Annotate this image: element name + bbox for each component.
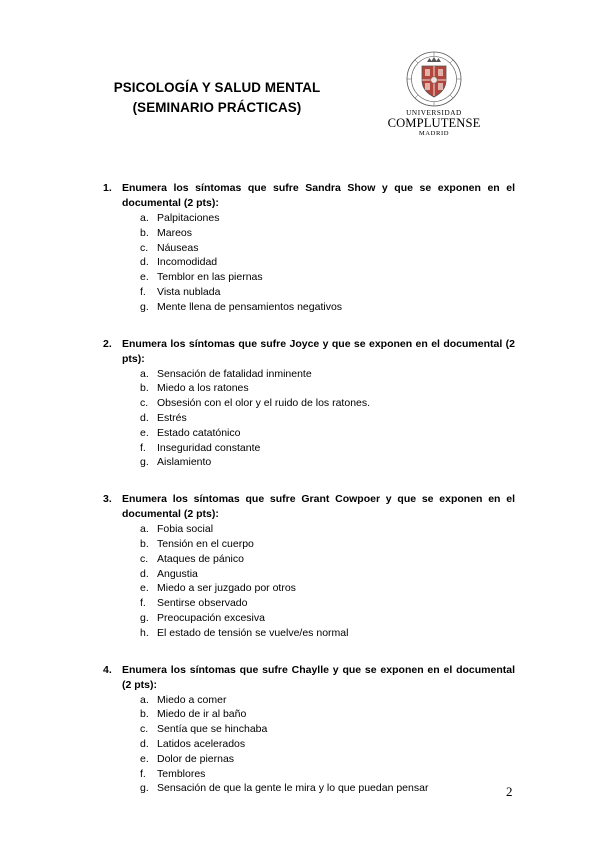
item-text: Miedo a ser juzgado por otros: [157, 582, 296, 595]
item-text: Incomodidad: [157, 256, 218, 269]
item-letter: g.: [140, 456, 149, 469]
question-text: Enumera los síntomas que sufre Grant Cowpoer y que se exponen en el documental (2 pts):: [122, 493, 515, 521]
item-letter: b.: [140, 382, 149, 395]
list-item: [0, 441, 600, 456]
question-number: 1.: [103, 182, 112, 194]
item-letter: h.: [140, 626, 149, 639]
title-line-2: (SEMINARIO PRÁCTICAS): [132, 100, 302, 115]
list-item: [0, 367, 600, 382]
item-text: Náuseas: [157, 241, 199, 254]
item-text: Miedo a los ratones: [157, 382, 249, 395]
item-text: Obsesión con el olor y el ruido de los ratones.: [157, 397, 371, 410]
item-letter: e.: [140, 582, 149, 595]
item-text: Mareos: [157, 226, 193, 239]
item-letter: f.: [140, 767, 146, 780]
list-item: [0, 396, 600, 411]
list-item: [0, 552, 600, 567]
logo-text-bottom: MADRID: [418, 130, 450, 137]
answer-list: [0, 693, 600, 797]
list-item: [0, 411, 600, 426]
answer-list: [0, 522, 600, 640]
list-item: [0, 211, 600, 226]
list-item: [0, 722, 600, 737]
item-letter: d.: [140, 256, 149, 269]
item-text: Latidos acelerados: [157, 737, 246, 750]
list-item: [0, 626, 600, 641]
item-letter: e.: [140, 271, 149, 284]
item-letter: d.: [140, 567, 149, 580]
item-letter: a.: [140, 212, 149, 224]
item-letter: e.: [140, 752, 149, 765]
list-item: [0, 737, 600, 752]
item-text: Sentirse observado: [157, 597, 248, 610]
item-text: Dolor de piernas: [157, 752, 235, 765]
logo-text-top: UNIVERSIDAD: [406, 109, 462, 117]
answer-list: [0, 367, 600, 471]
item-letter: f.: [140, 597, 146, 610]
list-item: [0, 707, 600, 722]
item-letter: a.: [140, 367, 149, 380]
item-text: Sensación de fatalidad inminente: [157, 367, 312, 380]
item-letter: c.: [140, 723, 149, 736]
item-letter: e.: [140, 426, 149, 439]
item-text: Miedo a comer: [157, 693, 227, 706]
question-number: 4.: [103, 663, 112, 676]
item-letter: g.: [140, 611, 149, 624]
list-item: [0, 300, 600, 315]
item-text: Tensión en el cuerpo: [157, 537, 254, 550]
question-number: 2.: [103, 337, 112, 350]
item-letter: d.: [140, 737, 149, 750]
document-title: [112, 78, 322, 118]
item-text: Sentía que se hinchaba: [157, 723, 268, 736]
item-letter: c.: [140, 397, 149, 410]
item-letter: d.: [140, 411, 149, 424]
list-item: [0, 381, 600, 396]
list-item: [0, 693, 600, 708]
university-crest-icon: [406, 50, 462, 108]
list-item: [0, 611, 600, 626]
list-item: [0, 226, 600, 241]
list-item: [0, 241, 600, 256]
item-text: Fobia social: [157, 523, 214, 536]
item-text: El estado de tensión se vuelve/es normal: [157, 626, 349, 639]
item-text: Aislamiento: [157, 456, 212, 469]
item-letter: b.: [140, 226, 149, 239]
question-text: Enumera los síntomas que sufre Sandra Show y que se exponen en el documental (2 pts):: [122, 182, 515, 209]
item-text: Palpitaciones: [157, 212, 220, 224]
title-line-1: PSICOLOGÍA Y SALUD MENTAL: [113, 80, 321, 95]
list-item: [0, 596, 600, 611]
list-item: [0, 752, 600, 767]
list-item: [0, 767, 600, 782]
item-text: Ataques de pánico: [157, 552, 244, 565]
answer-list: [0, 211, 600, 315]
question-1: [0, 181, 600, 315]
item-letter: f.: [140, 285, 146, 298]
item-text: Temblor en las piernas: [157, 271, 263, 284]
logo-text-main: COMPLUTENSE: [387, 116, 481, 130]
list-item: [0, 255, 600, 270]
item-letter: b.: [140, 708, 149, 721]
university-logo: [384, 50, 484, 137]
item-letter: b.: [140, 537, 149, 550]
item-text: Estado catatónico: [157, 426, 241, 439]
item-text: Miedo de ir al baño: [157, 708, 247, 721]
list-item: [0, 567, 600, 582]
item-text: Estrés: [157, 411, 187, 424]
item-text: Inseguridad constante: [157, 441, 261, 454]
list-item: [0, 426, 600, 441]
item-text: Mente llena de pensamientos negativos: [157, 300, 343, 313]
question-list: [0, 181, 600, 796]
question-text: Enumera los síntomas que sufre Chaylle y que se exponen en el documental (2 pts):: [122, 663, 515, 691]
item-letter: a.: [140, 523, 149, 536]
item-text: Temblores: [157, 767, 206, 780]
item-letter: a.: [140, 693, 149, 706]
page-number: 2: [506, 784, 513, 799]
list-item: [0, 522, 600, 537]
question-3: [0, 492, 600, 640]
item-letter: c.: [140, 241, 149, 254]
list-item: [0, 285, 600, 300]
list-item: [0, 581, 600, 596]
item-letter: g.: [140, 782, 149, 795]
list-item: [0, 537, 600, 552]
item-letter: f.: [140, 441, 146, 454]
list-item: [0, 455, 600, 470]
item-letter: g.: [140, 300, 149, 313]
item-text: Vista nublada: [157, 285, 221, 298]
question-2: [0, 337, 600, 471]
item-text: Angustia: [157, 567, 198, 580]
question-4: [0, 663, 600, 797]
question-text: Enumera los síntomas que sufre Joyce y que se exponen en el documental (2 pts):: [122, 337, 515, 365]
question-number: 3.: [103, 493, 112, 506]
item-letter: c.: [140, 552, 149, 565]
item-text: Preocupación excesiva: [157, 611, 265, 624]
list-item: [0, 270, 600, 285]
item-text: Sensación de que la gente le mira y lo que puedan pensar: [157, 782, 429, 795]
